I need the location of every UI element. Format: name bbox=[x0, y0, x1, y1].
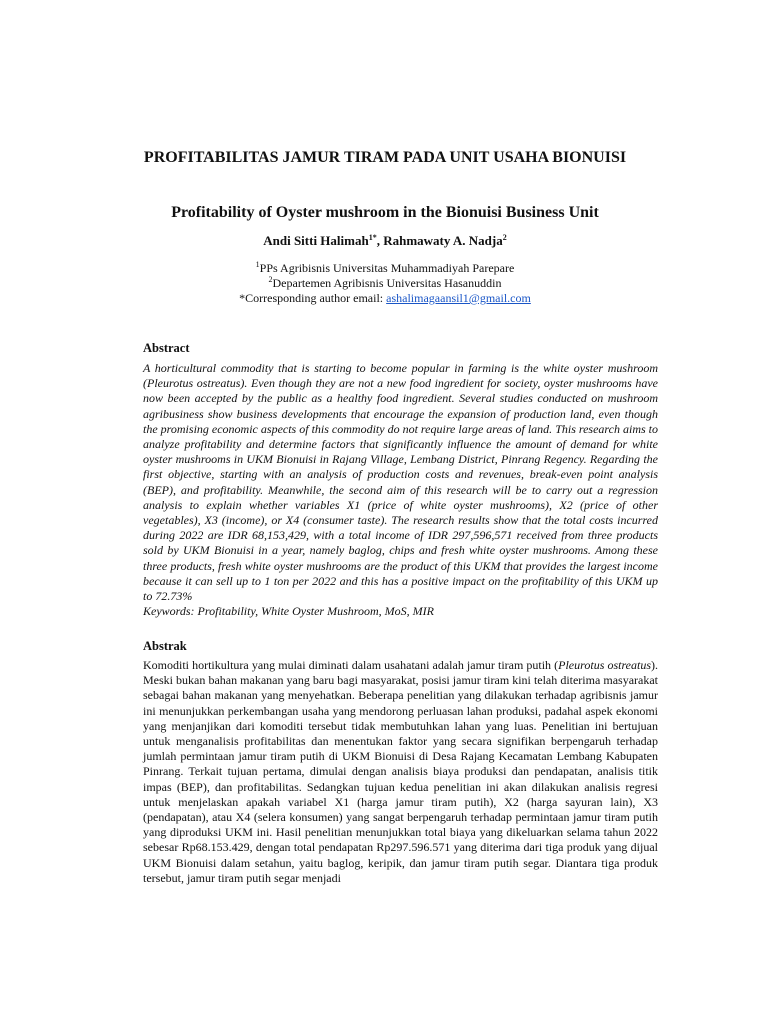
author-separator: , bbox=[376, 233, 384, 248]
affiliation-1 bbox=[120, 261, 650, 276]
paper-title: PROFITABILITAS JAMUR TIRAM PADA UNIT USAHA BIONUISI bbox=[143, 149, 627, 166]
abstrak-text-part-2: ). Meski bukan bahan makanan yang baru bagi masyarakat, posisi jamur tiram kini telah diterima masyarakat sebagai bahan makanan yang menyehatkan. Beberapa penelitian yang dilakukan terhadap agribisnis jamur ini menunjukkan perkembangan usaha yang mendorong perluasan lahan produksi, padahal aspek ekonomi yang menjanjikan dari komoditi tersebut tidak membutuhkan lahan yang luas. Penelitian ini bertujuan untuk menganalisis profitabilitas dan menentukan faktor yang secara signifikan berpengaruh terhadap jumlah permintaan jamur tiram putih di UKM Bionuisi di Desa Rajang Kecamatan Lembang Kabupaten Pinrang. Terkait tujuan pertama, dimulai dengan analisis biaya produksi dan pendapatan, analisis titik impas (BEP), dan profitabilitas. Sedangkan tujuan kedua penelitian ini akan dilakukan analisis regresi untuk menjelaskan apakah variabel X1 (harga jamur tiram putih), X2 (harga sayuran lain), X3 (pendapatan), atau X4 (selera konsumen) yang sangat berpengaruh terhadap permintaan jamur tiram putih yang diproduksi UKM ini. Hasil penelitian menunjukkan total biaya yang dikeluarkan selama tahun 2022 sebesar Rp68.153.429, dengan total pendapatan Rp297.596.571 yang diterima dari tiga produk yang dijual UKM Bionuisi dalam setahun, yaitu baglog, keripik, dan jamur tiram putih segar. Diantara tiga produk tersebut, jamur tiram putih segar menjadi bbox=[143, 658, 658, 885]
author-1-superscript: 1* bbox=[368, 233, 377, 242]
affiliation-1-text: PPs Agribisnis Universitas Muhammadiyah Parepare bbox=[259, 261, 515, 275]
affiliations bbox=[120, 261, 650, 306]
affiliation-2 bbox=[120, 276, 650, 291]
abstrak-heading: Abstrak bbox=[143, 639, 187, 653]
affiliation-1-superscript: 1 bbox=[255, 260, 260, 269]
affiliation-2-superscript: 2 bbox=[268, 275, 273, 284]
abstract-keywords: Keywords: Profitability, White Oyster Mushroom, MoS, MIR bbox=[143, 604, 434, 619]
paper-subtitle: Profitability of Oyster mushroom in the Bionuisi Business Unit bbox=[171, 204, 599, 221]
email-link[interactable]: ashalimagaansil1@gmail.com bbox=[386, 291, 531, 305]
affiliation-2-text: Departemen Agribisnis Universitas Hasanuddin bbox=[272, 276, 502, 290]
abstract-heading: Abstract bbox=[143, 341, 190, 355]
author-line bbox=[120, 231, 650, 251]
abstract-body bbox=[143, 361, 658, 619]
abstrak-body bbox=[143, 658, 658, 886]
author-2-superscript: 2 bbox=[502, 233, 507, 242]
author-1-name: Andi Sitti Halimah bbox=[263, 233, 369, 248]
corresponding-author bbox=[120, 291, 650, 306]
author-2-name: Rahmawaty A. Nadja bbox=[383, 233, 503, 248]
abstrak-text-part-1: Komoditi hortikultura yang mulai diminati dalam usahatani adalah jamur tiram putih ( bbox=[143, 658, 559, 672]
email-label: *Corresponding author email: bbox=[239, 291, 387, 305]
abstrak-text-species: Pleurotus ostreatus bbox=[558, 658, 651, 672]
abstract-text: A horticultural commodity that is starting to become popular in farming is the white oyster mushroom (Pleurotus ostreatus). Even though they are not a new food ingredient for society, oyster mushrooms have now been accepted by the public as a healthy food ingredient. Several studies conducted on mushroom agribusiness show business developments that encourage the expansion of production land, even though the promising economic aspects of this commodity do not require large areas of land. This research aims to analyze profitability and determine factors that significantly influence the amount of demand for white oyster mushrooms in UKM Bionuisi in Rajang Village, Lembang District, Pinrang Regency. Regarding the first objective, starting with an analysis of production costs and revenues, break-even point analysis (BEP), and profitability. Meanwhile, the second aim of this research will be to carry out a regression analysis to explain whether variables X1 (price of white oyster mushrooms), X2 (price of other vegetables), X3 (income), or X4 (consumer taste). The research results show that the total costs incurred during 2022 are IDR 68,153,429, with a total income of IDR 297,596,571 received from three products sold by UKM Bionuisi in a year, namely baglog, chips and fresh white oyster mushrooms. Among these three products, fresh white oyster mushrooms are the product of this UKM that provides the largest income because it can sell up to 1 ton per 2022 and this has a positive impact on the profitability of this UKM up to 72.73% bbox=[143, 361, 658, 604]
